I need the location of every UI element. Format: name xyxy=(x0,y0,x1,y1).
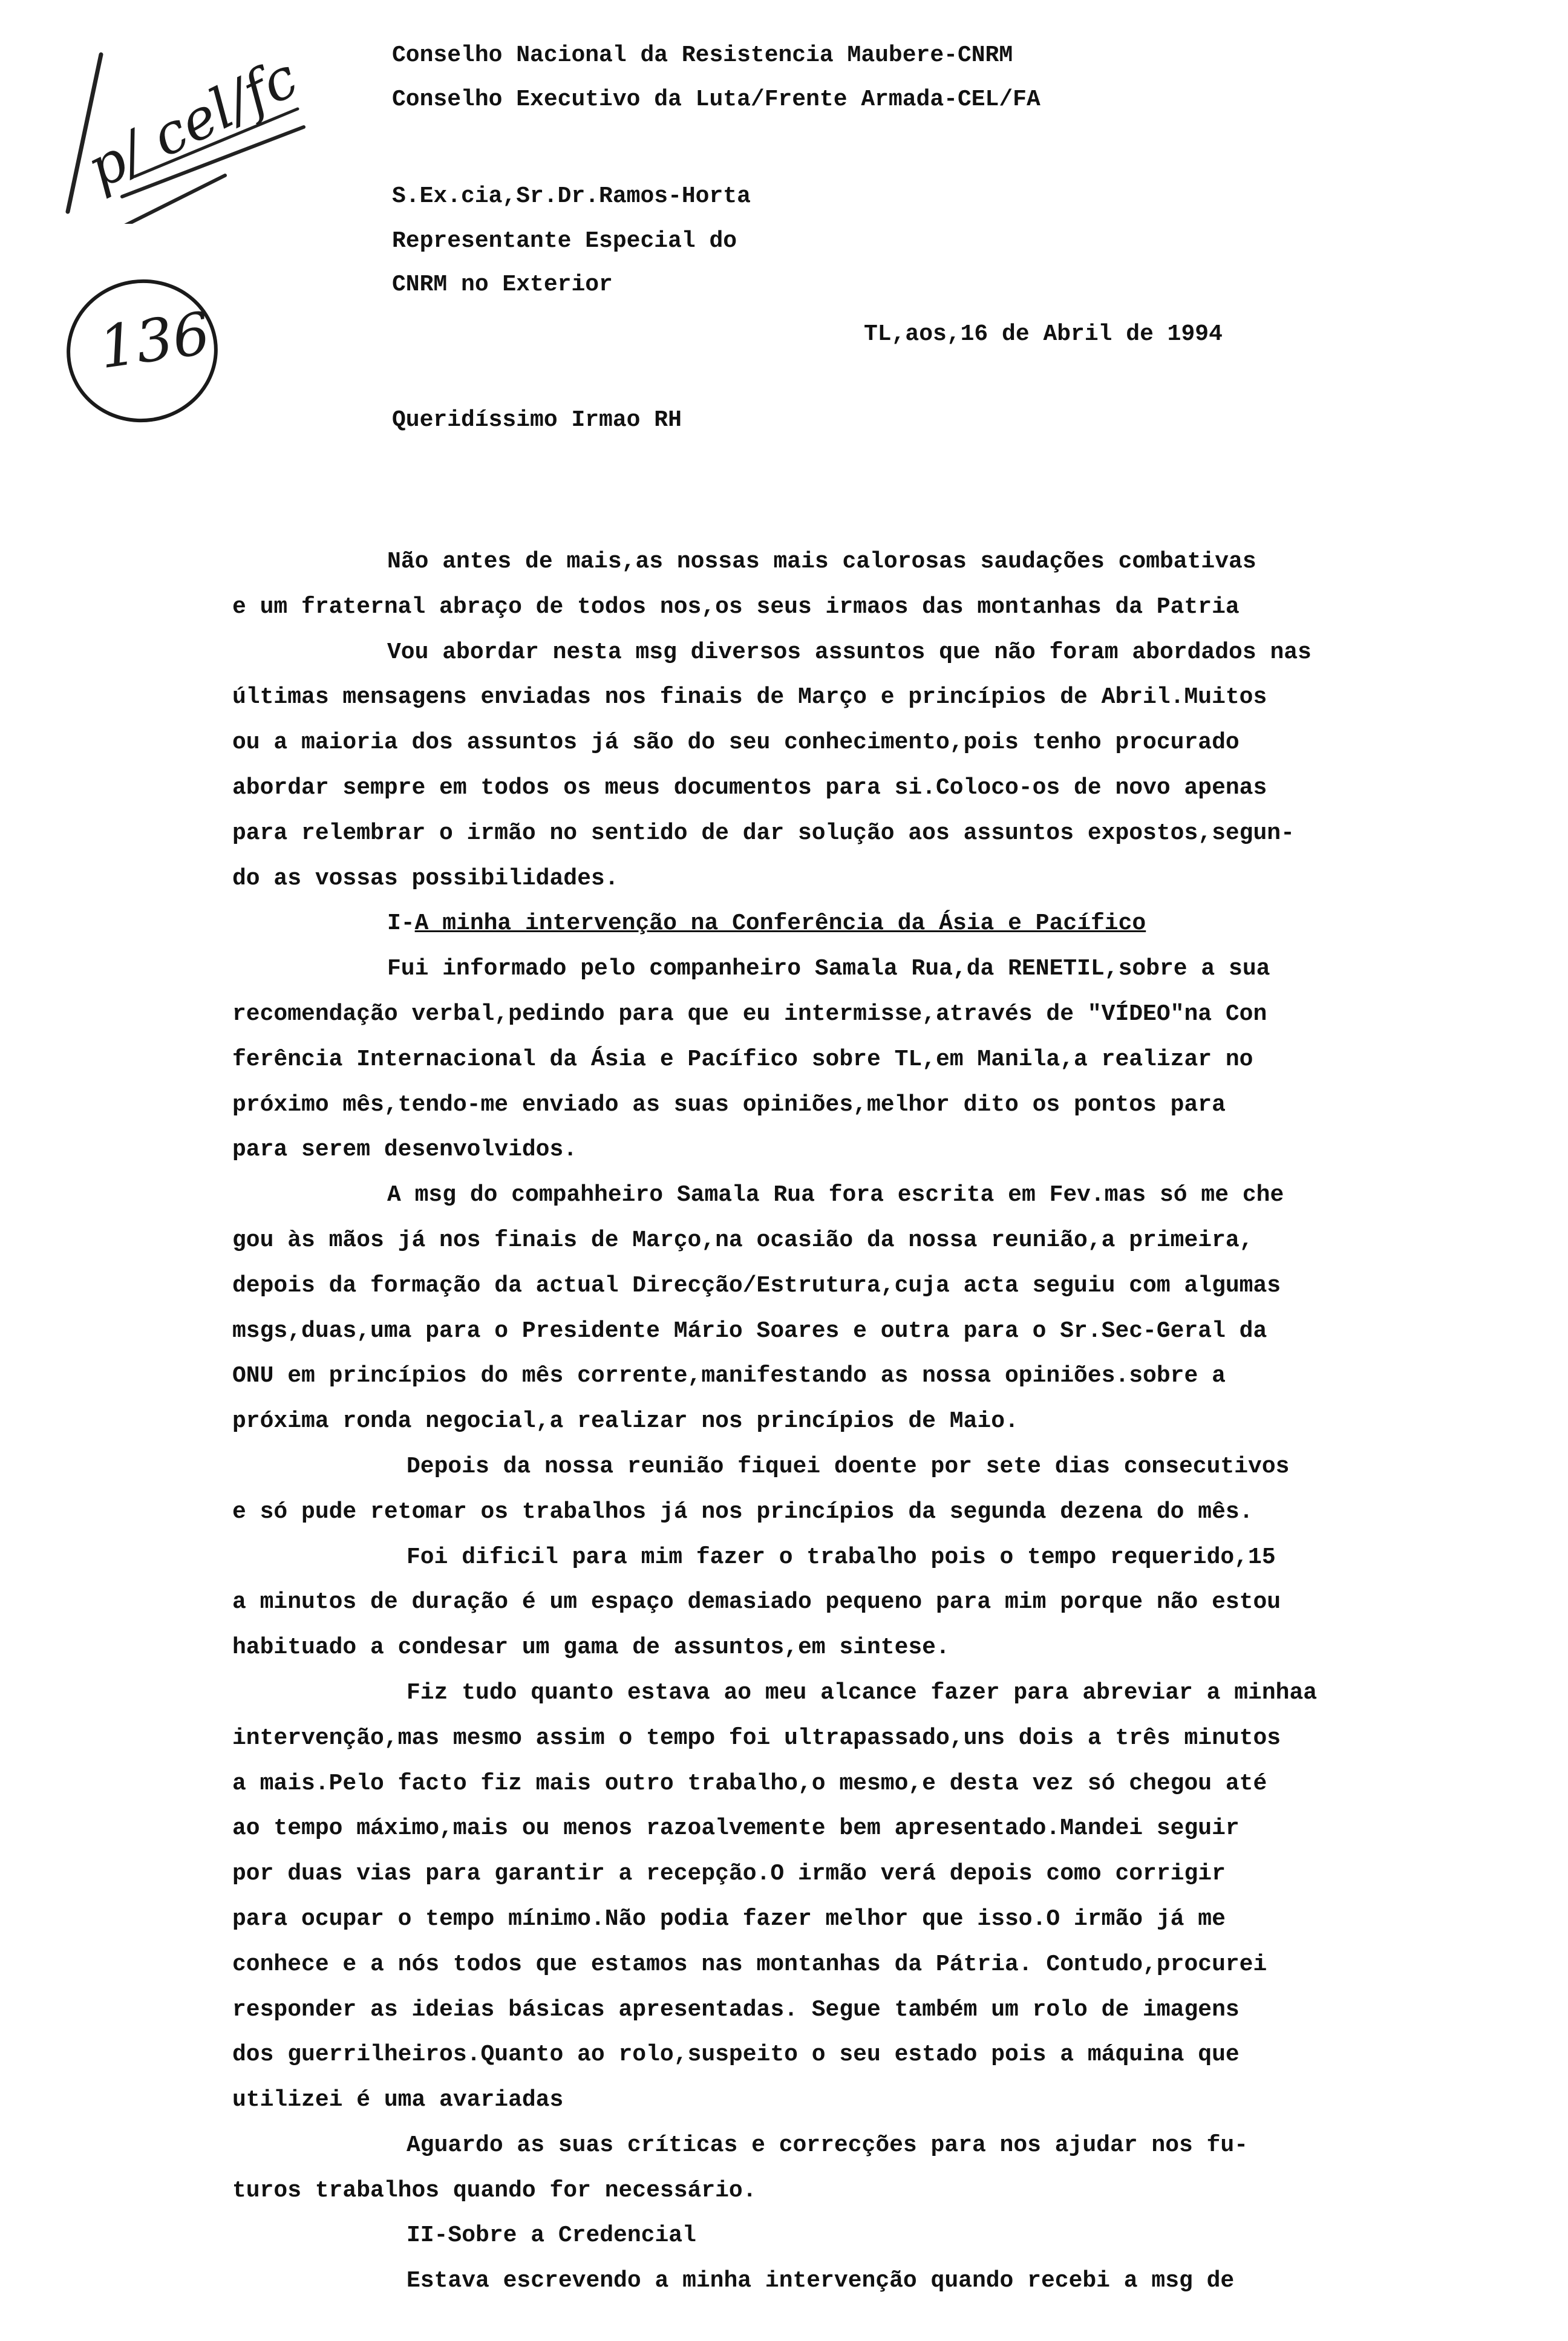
section-heading-1 xyxy=(232,901,1478,947)
org-line-1: Conselho Nacional da Resistencia Maubere-CNRM xyxy=(392,42,1013,68)
paragraph-conference-request: Fui informado pelo companheiro Samala Rua,da RENETIL,sobre a sua recomendação verbal,pedindo para que eu intermisse,através de "VÍDEO"na Con ferência Internacional da Ásia e Pacífico sobre TL,em Manila,a realizar no próximo mês,tendo-me enviado as suas opiniões,melhor dito os pontos para para serem desenvolvidos. xyxy=(232,956,1270,1163)
paragraph-illness: Depois da nossa reunião fiquei doente por sete dias consecutivos e só pude retomar os trabalhos já nos princípios da segunda dezena do mês. xyxy=(232,1453,1290,1525)
addressee-line-2: Representante Especial do xyxy=(392,228,737,254)
salutation: Queridíssimo Irmao RH xyxy=(392,407,682,433)
addressee-line-1: S.Ex.cia,Sr.Dr.Ramos-Horta xyxy=(392,183,751,209)
date-line: TL,aos,16 de Abril de 1994 xyxy=(864,321,1223,347)
handwritten-routing-note xyxy=(44,36,310,224)
paragraph-intervention-work: Fiz tudo quanto estava ao meu alcance fazer para abreviar a minhaa intervenção,mas mesmo assim o tempo foi ultrapassado,uns dois a três minutos a mais.Pelo facto fiz mais outro trabalho,o mesmo,e desta vez só chegou até ao tempo máximo,mais ou menos razoalvemente bem apresentado.Mandei seguir por duas vias para garantir a recepção.O irmão verá depois como corrigir para ocupar o tempo mínimo.Não podia fazer melhor que isso.O irmão já me conhece e a nós todos que estamos nas montanhas da Pátria. Contudo,procurei responder as ideias básicas apresentadas. Segue também um rolo de imagens dos guerrilheiros.Quanto ao rolo,suspeito o seu estado pois a máquina que utilizei é uma avariadas xyxy=(232,1679,1318,2114)
routing-text: p/ cel/fc xyxy=(77,45,307,201)
page-number: 136 xyxy=(94,299,214,382)
paragraph-await-critique: Aguardo as suas críticas e correcções para nos ajudar nos fu- turos trabalhos quando for necessário. xyxy=(232,2132,1249,2204)
paragraph-greeting: Não antes de mais,as nossas mais calorosas saudações combativas e um fraternal abraço de todos nos,os seus irmaos das montanhas da Patria xyxy=(232,549,1256,620)
section-1-title: A minha intervenção na Conferência da Ásia e Pacífico xyxy=(414,910,1146,937)
page-number-circle xyxy=(57,270,227,432)
paragraph-credential: Estava escrevendo a minha intervenção quando recebi a msg de xyxy=(407,2268,1235,2294)
section-1-number: I- xyxy=(387,910,415,937)
org-line-2: Conselho Executivo da Luta/Frente Armada-CEL/FA xyxy=(392,87,1040,113)
paragraph-time-limit: Foi dificil para mim fazer o trabalho pois o tempo requerido,15 a minutos de duração é um espaço demasiado pequeno para mim porque não estou habituado a condesar um gama de assuntos,em sintese. xyxy=(232,1544,1281,1661)
addressee-line-3: CNRM no Exterior xyxy=(392,272,613,298)
paragraph-samala-msg: A msg do compahheiro Samala Rua fora escrita em Fev.mas só me che gou às mãos já nos finais de Março,na ocasião da nossa reunião,a primeira, depois da formação da actual Direcção/Estrutura,cuja acta seguiu com algumas msgs,duas,uma para o Presidente Mário Soares e outra para o Sr.Sec-Geral da ONU em princípios do mês corrente,manifestando as nossa opiniões.sobre a próxima ronda negocial,a realizar nos princípios de Maio. xyxy=(232,1182,1284,1435)
letter-body xyxy=(232,540,1478,2304)
section-heading-2: II-Sobre a Credencial xyxy=(407,2222,696,2249)
paragraph-overview: Vou abordar nesta msg diversos assuntos que não foram abordados nas últimas mensagens enviadas nos finais de Março e princípios de Abril.Muitos ou a maioria dos assuntos já são do seu conhecimento,pois tenho procurado abordar sempre em todos os meus documentos para si.Coloco-os de novo apenas para relembrar o irmão no sentido de dar solução aos assuntos expostos,segun- do as vossas possibilidades. xyxy=(232,639,1312,892)
